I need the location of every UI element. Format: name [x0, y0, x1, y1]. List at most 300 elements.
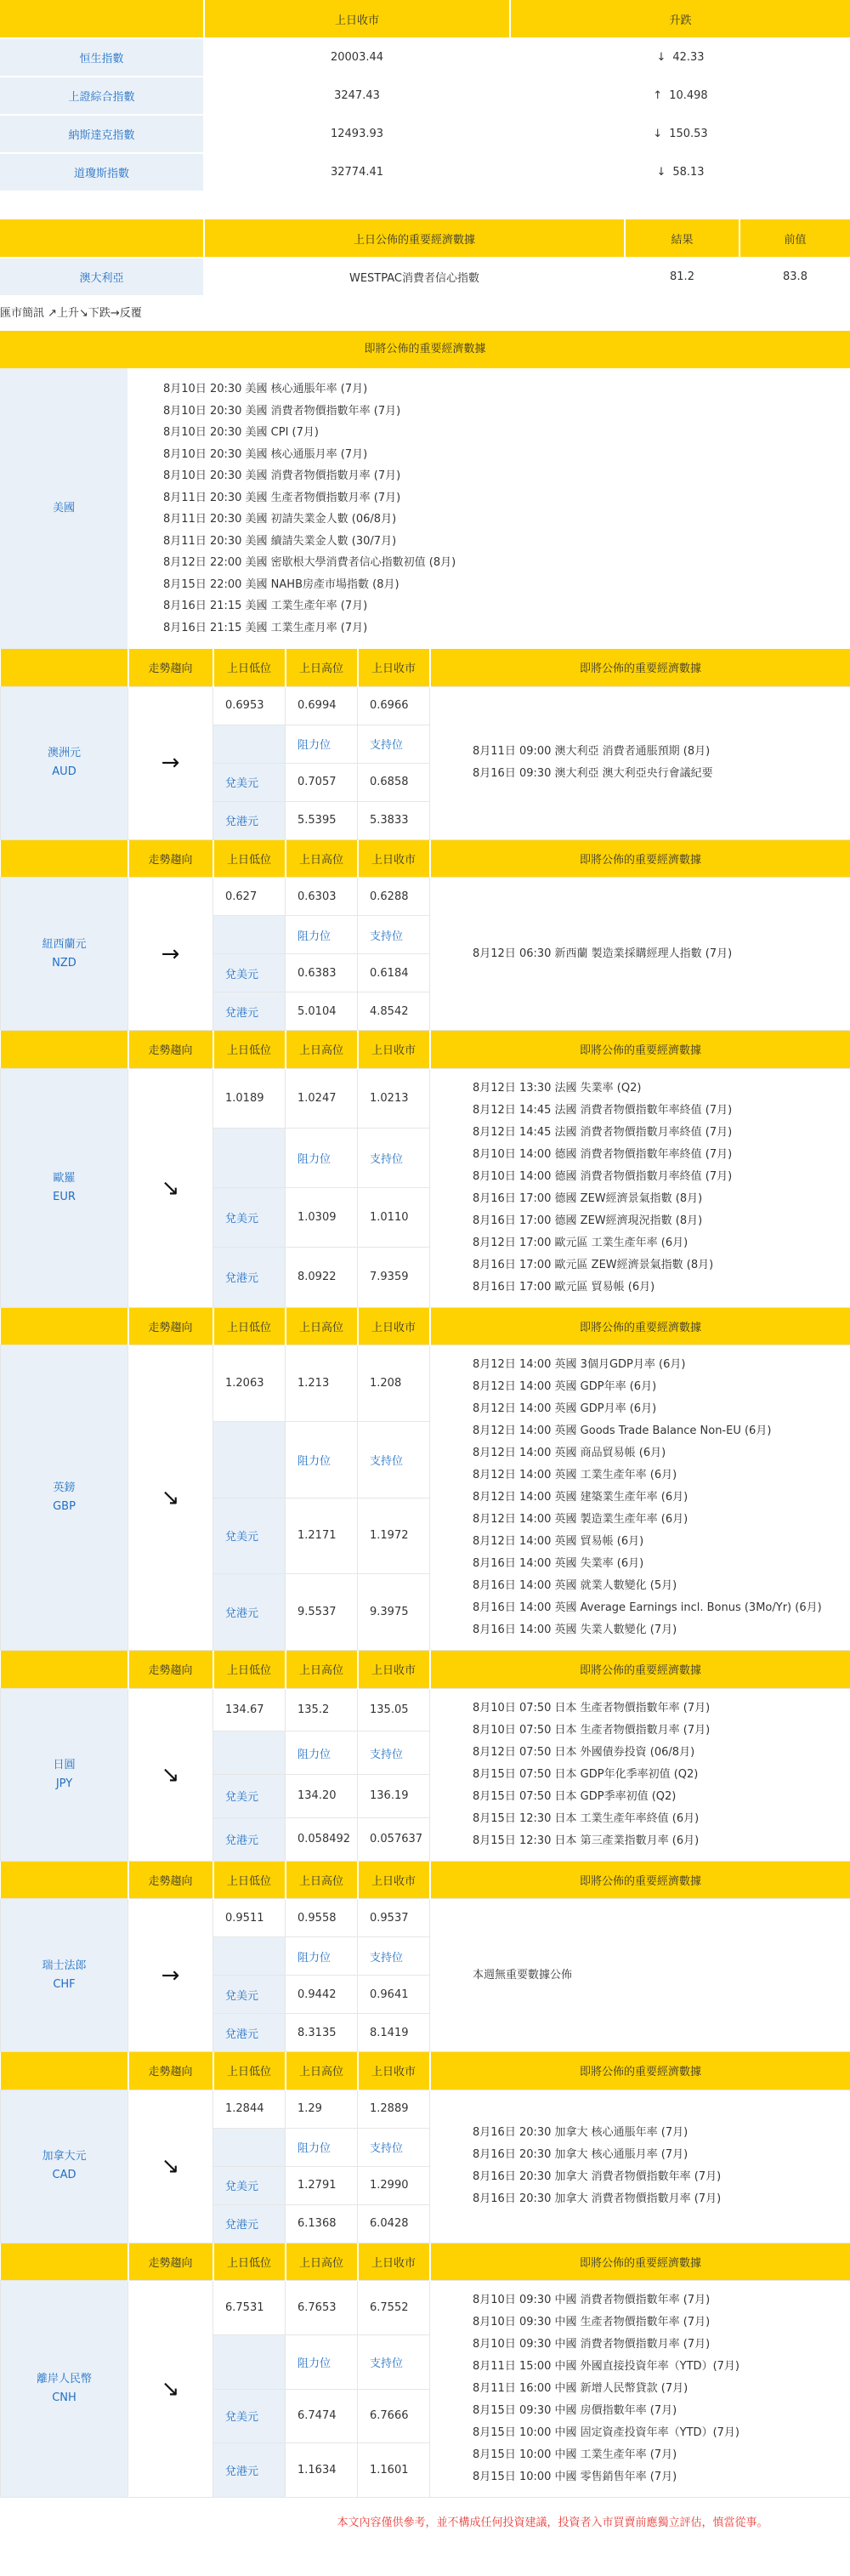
index-change: [510, 115, 850, 153]
event-item: 8月16日 09:30 澳大利亞 澳大利亞央行會議紀要: [473, 767, 713, 780]
event-item: 8月12日 14:00 英國 GDP月率 (6月): [473, 1402, 657, 1415]
usd-resistance: 1.0309: [286, 1188, 358, 1248]
resistance-label: 阻力位: [286, 1937, 358, 1976]
header-trend: 走勢趨向: [128, 1651, 213, 1688]
hkd-resistance: 6.1368: [286, 2204, 358, 2243]
header-trend: 走勢趨向: [128, 649, 213, 686]
header-trend: 走勢趨向: [128, 2052, 213, 2090]
usd-label: 兌美元: [213, 2389, 286, 2443]
support-label: 支持位: [358, 1421, 430, 1498]
trend-arrow-icon: ↘: [128, 1068, 213, 1307]
currency-name[interactable]: [1, 1345, 128, 1651]
support-label: 支持位: [358, 2128, 430, 2166]
header-blank: [1, 1308, 128, 1345]
resistance-label: 阻力位: [286, 2128, 358, 2166]
close-value: 0.6966: [358, 686, 430, 725]
index-change: [510, 38, 850, 77]
event-item: 8月10日 09:30 中國 消費者物價指數月率 (7月): [473, 2338, 711, 2351]
index-change: [510, 153, 850, 191]
event-item: 8月12日 14:00 英國 3個月GDP月率 (6月): [473, 1358, 686, 1371]
currency-header: [1, 1651, 850, 1688]
event-item: 8月15日 22:00 美國 NAHB房產市場指數 (8月): [163, 577, 400, 591]
header-high: 上日高位: [286, 649, 358, 686]
high-value: 6.7653: [286, 2281, 358, 2335]
currency-block-nzd: [0, 840, 850, 1032]
event-item: 8月15日 12:30 日本 工業生產年率終值 (6月): [473, 1811, 700, 1825]
close-value: 6.7552: [358, 2281, 430, 2335]
header-high: 上日高位: [286, 1862, 358, 1899]
header-high: 上日高位: [286, 2052, 358, 2090]
currency-header: [1, 1308, 850, 1345]
currency-code: CNH: [52, 2391, 76, 2404]
upcoming-events: [128, 368, 850, 649]
high-value: 0.9558: [286, 1899, 358, 1937]
hkd-resistance: 8.3135: [286, 2014, 358, 2052]
high-value: 1.213: [286, 1345, 358, 1422]
support-label: 支持位: [358, 1128, 430, 1187]
usd-resistance: 0.7057: [286, 763, 358, 801]
event-item: 8月11日 09:00 澳大利亞 消費者通脹預期 (8月): [473, 745, 711, 758]
usd-label: 兌美元: [213, 954, 286, 992]
header-events: 即將公佈的重要經濟數據: [430, 2243, 850, 2281]
resistance-label: 阻力位: [286, 1732, 358, 1775]
event-item: 8月16日 14:00 英國 失業人數變化 (7月): [473, 1624, 677, 1636]
close-value: 1.0213: [358, 1068, 430, 1128]
event-item: 8月11日 20:30 美國 生產者物價指數月率 (7月): [163, 491, 401, 504]
event-list: [430, 1899, 850, 2052]
event-item: 8月16日 17:00 歐元區 貿易帳 (6月): [473, 1280, 655, 1294]
event-item: 8月10日 20:30 美國 核心通脹月率 (7月): [163, 447, 368, 461]
table-row: [0, 115, 850, 153]
header-blank: [0, 0, 204, 38]
label-blank: [213, 1128, 286, 1187]
event-item: 8月16日 21:15 美國 工業生產年率 (7月): [163, 600, 368, 612]
event-item: 8月12日 14:00 英國 工業生產年率 (6月): [473, 1469, 677, 1481]
event-item: 8月11日 20:30 美國 續請失業金人數 (30/7月): [163, 534, 397, 548]
usd-label: 兌美元: [213, 1498, 286, 1574]
event-item: 8月11日 15:00 中國 外國直接投資年率（YTD）(7月): [473, 2360, 740, 2373]
trend-arrow-icon: ↘: [128, 2281, 213, 2498]
header-close: 上日收市: [358, 840, 430, 878]
trend-arrow-icon: ↘: [128, 1688, 213, 1861]
support-label: 支持位: [358, 2334, 430, 2389]
currency-name-zh: 歐羅: [53, 1171, 76, 1185]
header-events: 即將公佈的重要經濟數據: [430, 1308, 850, 1345]
low-value: 1.2844: [213, 2090, 286, 2128]
arrow-down-icon: [653, 128, 669, 140]
currency-header: [1, 1031, 850, 1068]
event-item: 8月12日 14:00 英國 商品貿易帳 (6月): [473, 1447, 666, 1459]
currency-code: NZD: [52, 956, 76, 970]
currency-name-zh: 加拿大元: [42, 2150, 87, 2163]
index-close: 32774.41: [204, 153, 510, 191]
event-item: 8月16日 17:00 德國 ZEW經濟現況指數 (8月): [473, 1214, 703, 1227]
event-item: 本週無重要數據公佈: [473, 1968, 573, 1982]
hkd-resistance: 5.5395: [286, 801, 358, 839]
usd-resistance: 1.2171: [286, 1498, 358, 1574]
low-value: 0.627: [213, 878, 286, 916]
hkd-support: 4.8542: [358, 992, 430, 1031]
event-item: 8月15日 10:00 中國 零售銷售年率 (7月): [473, 2471, 677, 2483]
currency-block-aud: [0, 649, 850, 840]
header-close: 上日收市: [358, 1308, 430, 1345]
currency-code: GBP: [53, 1500, 76, 1513]
header-events: 即將公佈的重要經濟數據: [430, 2052, 850, 2090]
header-blank: [1, 2243, 128, 2281]
currency-name[interactable]: [1, 686, 128, 839]
header-close: 上日收市: [358, 1031, 430, 1068]
index-name[interactable]: 恒生指數: [0, 38, 204, 77]
header-change: 升跌: [510, 0, 850, 38]
trend-arrow-icon: →: [128, 686, 213, 839]
event-item: 8月15日 07:50 日本 GDP季率初值 (Q2): [473, 1789, 677, 1803]
header-blank: [1, 2052, 128, 2090]
usd-support: 1.1972: [358, 1498, 430, 1574]
event-item: 8月16日 17:00 歐元區 ZEW經濟景氣指數 (8月): [473, 1258, 714, 1271]
header-trend: 走勢趨向: [128, 1031, 213, 1068]
usd-resistance: 0.9442: [286, 1976, 358, 2014]
header-close: 上日收市: [358, 649, 430, 686]
usd-support: 0.9641: [358, 1976, 430, 2014]
label-blank: [213, 2128, 286, 2166]
low-value: 1.2063: [213, 1345, 286, 1422]
high-value: 0.6303: [286, 878, 358, 916]
header-blank: [0, 219, 204, 258]
low-value: 6.7531: [213, 2281, 286, 2335]
header-trend: 走勢趨向: [128, 840, 213, 878]
label-blank: [213, 916, 286, 954]
event-item: 8月16日 20:30 加拿大 消費者物價指數年率 (7月): [473, 2170, 722, 2183]
hkd-label: 兌港元: [213, 801, 286, 839]
hkd-support: 7.9359: [358, 1248, 430, 1307]
currency-name-zh: 紐西蘭元: [42, 937, 87, 951]
currency-block-eur: [0, 1031, 850, 1308]
currency-header: [1, 1862, 850, 1899]
support-label: 支持位: [358, 1732, 430, 1775]
hkd-label: 兌港元: [213, 2014, 286, 2052]
usd-support: 1.2990: [358, 2166, 430, 2204]
event-item: 8月10日 07:50 日本 生產者物價指數月率 (7月): [473, 1723, 711, 1737]
fx-legend: 匯市簡訊 ↗上升↘下跌→反覆: [0, 307, 142, 320]
index-close: 3247.43: [204, 77, 510, 115]
event-item: 8月10日 09:30 中國 生產者物價指數年率 (7月): [473, 2316, 711, 2329]
resistance-label: 阻力位: [286, 2334, 358, 2389]
usd-support: 6.7666: [358, 2389, 430, 2443]
result-cell: 81.2: [625, 258, 740, 296]
usd-support: 0.6858: [358, 763, 430, 801]
header-high: 上日高位: [286, 2243, 358, 2281]
support-label: 支持位: [358, 916, 430, 954]
index-change-value: 58.13: [672, 166, 705, 179]
low-value: 0.9511: [213, 1899, 286, 1937]
usd-resistance: 0.6383: [286, 954, 358, 992]
header-low: 上日低位: [213, 840, 286, 878]
usd-label: 兌美元: [213, 1775, 286, 1818]
currency-block-cad: [0, 2052, 850, 2243]
event-item: 8月12日 17:00 歐元區 工業生產年率 (6月): [473, 1236, 688, 1249]
currency-name[interactable]: [1, 1899, 128, 2052]
support-label: 支持位: [358, 1937, 430, 1976]
currency-name[interactable]: [1, 878, 128, 1031]
header-close: 上日收市: [204, 0, 510, 38]
usd-resistance: 6.7474: [286, 2389, 358, 2443]
header-high: 上日高位: [286, 1651, 358, 1688]
event-item: 8月12日 14:00 英國 製造業生產年率 (6月): [473, 1513, 688, 1526]
event-list: [430, 686, 850, 839]
hkd-support: 9.3975: [358, 1574, 430, 1651]
currency-code: CHF: [53, 1977, 76, 1991]
event-item: 8月16日 20:30 加拿大 消費者物價指數月率 (7月): [473, 2192, 722, 2205]
header-low: 上日低位: [213, 1862, 286, 1899]
event-item: 8月10日 09:30 中國 消費者物價指數年率 (7月): [473, 2294, 711, 2306]
event-item: 8月16日 14:00 英國 就業人數變化 (5月): [473, 1579, 677, 1592]
currency-header: [1, 2243, 850, 2281]
currency-name-zh: 澳洲元: [47, 747, 81, 759]
close-value: 0.6288: [358, 878, 430, 916]
event-item: 8月15日 12:30 日本 第三產業指數月率 (6月): [473, 1834, 700, 1847]
usd-label: 兌美元: [213, 763, 286, 801]
event-item: 8月15日 10:00 中國 固定資產投資年率（YTD）(7月): [473, 2426, 740, 2439]
region-cell: 澳大利亞: [0, 258, 204, 296]
header-low: 上日低位: [213, 649, 286, 686]
header-close: 上日收市: [358, 1651, 430, 1688]
hkd-label: 兌港元: [213, 1574, 286, 1651]
label-blank: [213, 1732, 286, 1775]
prior-cell: 83.8: [740, 258, 850, 296]
close-value: 135.05: [358, 1688, 430, 1732]
event-item: 8月16日 20:30 加拿大 核心通脹月率 (7月): [473, 2148, 688, 2161]
header-prev-data: 上日公佈的重要經濟數據: [204, 219, 625, 258]
header-blank: [1, 1651, 128, 1688]
upcoming-table: [0, 368, 850, 649]
table-row: [0, 38, 850, 77]
usd-label: 兌美元: [213, 1976, 286, 2014]
header-events: 即將公佈的重要經濟數據: [430, 1651, 850, 1688]
currency-name-zh: 瑞士法郎: [42, 1959, 87, 1972]
event-item: 8月10日 20:30 美國 CPI (7月): [163, 426, 319, 439]
header-low: 上日低位: [213, 2052, 286, 2090]
event-item: 8月12日 14:45 法國 消費者物價指數月率終值 (7月): [473, 1125, 733, 1139]
event-item: 8月12日 14:00 英國 貿易帳 (6月): [473, 1535, 644, 1548]
item-cell: WESTPAC消費者信心指數: [204, 258, 625, 296]
event-item: 8月11日 20:30 美國 初請失業金人數 (06/8月): [163, 513, 397, 526]
label-blank: [213, 1421, 286, 1498]
label-blank: [213, 725, 286, 763]
currency-name[interactable]: [1, 1688, 128, 1861]
currency-header: [1, 2052, 850, 2090]
currency-code: JPY: [55, 1777, 73, 1790]
event-item: 8月12日 13:30 法國 失業率 (Q2): [473, 1081, 642, 1095]
arrow-down-icon: [656, 51, 672, 64]
header-trend: 走勢趨向: [128, 1862, 213, 1899]
table-row: [0, 77, 850, 115]
header-close: 上日收市: [358, 1862, 430, 1899]
event-item: 8月10日 20:30 美國 核心通脹年率 (7月): [163, 383, 368, 395]
low-value: 134.67: [213, 1688, 286, 1732]
currency-name[interactable]: [1, 2281, 128, 2498]
high-value: 1.29: [286, 2090, 358, 2128]
usd-resistance: 134.20: [286, 1775, 358, 1818]
index-close: 12493.93: [204, 115, 510, 153]
usd-label: 兌美元: [213, 1188, 286, 1248]
currency-header: [1, 840, 850, 878]
header-events: 即將公佈的重要經濟數據: [430, 1862, 850, 1899]
currency-block-jpy: [0, 1651, 850, 1862]
high-value: 0.6994: [286, 686, 358, 725]
event-item: 8月12日 14:00 英國 Goods Trade Balance Non-EU (6月): [473, 1424, 772, 1437]
event-list: [430, 2281, 850, 2498]
currency-name-zh: 日圓: [53, 1758, 76, 1771]
resistance-label: 阻力位: [286, 916, 358, 954]
trend-arrow-icon: ↘: [128, 2090, 213, 2243]
index-change: [510, 77, 850, 115]
hkd-support: 1.1601: [358, 2443, 430, 2498]
event-item: 8月12日 07:50 日本 外國債券投資 (06/8月): [473, 1745, 695, 1759]
event-item: 8月16日 17:00 德國 ZEW經濟景氣指數 (8月): [473, 1191, 703, 1205]
prev-release-table: [0, 219, 850, 297]
header-high: 上日高位: [286, 840, 358, 878]
event-item: 8月12日 22:00 美國 密歇根大學消費者信心指數初值 (8月): [163, 556, 456, 569]
label-blank: [213, 1937, 286, 1976]
hkd-label: 兌港元: [213, 992, 286, 1031]
currency-name-zh: 英鎊: [53, 1481, 76, 1494]
arrow-up-icon: [653, 89, 669, 102]
header-close: 上日收市: [358, 2052, 430, 2090]
support-label: 支持位: [358, 725, 430, 763]
close-value: 0.9537: [358, 1899, 430, 1937]
table-row: [0, 153, 850, 191]
header-blank: [1, 840, 128, 878]
hkd-label: 兌港元: [213, 1248, 286, 1307]
usd-support: 0.6184: [358, 954, 430, 992]
hkd-label: 兌港元: [213, 2443, 286, 2498]
currency-block-chf: [0, 1862, 850, 2053]
event-item: 8月16日 14:00 英國 Average Earnings incl. Bonus (3Mo/Yr) (6月): [473, 1601, 822, 1614]
currency-blocks: [0, 649, 850, 2498]
high-value: 135.2: [286, 1688, 358, 1732]
hkd-support: 5.3833: [358, 801, 430, 839]
event-item: 8月15日 07:50 日本 GDP年化季率初值 (Q2): [473, 1767, 699, 1781]
usd-support: 1.0110: [358, 1188, 430, 1248]
event-item: 8月15日 10:00 中國 工業生產年率 (7月): [473, 2448, 677, 2461]
trend-arrow-icon: →: [128, 1899, 213, 2052]
hkd-resistance: 1.1634: [286, 2443, 358, 2498]
low-value: 1.0189: [213, 1068, 286, 1128]
header-events: 即將公佈的重要經濟數據: [430, 840, 850, 878]
header-low: 上日低位: [213, 2243, 286, 2281]
event-list: [430, 878, 850, 1031]
index-change-value: 42.33: [672, 51, 705, 64]
event-item: 8月10日 20:30 美國 消費者物價指數年率 (7月): [163, 404, 401, 418]
usd-resistance: 1.2791: [286, 2166, 358, 2204]
currency-block-gbp: [0, 1308, 850, 1652]
index-name[interactable]: 道瓊斯指數: [0, 153, 204, 191]
event-item: 8月12日 14:00 英國 建築業生產年率 (6月): [473, 1491, 688, 1504]
event-item: 8月12日 14:45 法國 消費者物價指數年率終值 (7月): [473, 1103, 733, 1117]
currency-code: EUR: [53, 1190, 76, 1203]
hkd-label: 兌港元: [213, 1817, 286, 1861]
arrow-down-icon: [656, 166, 672, 179]
hkd-resistance: 0.058492: [286, 1817, 358, 1861]
resistance-label: 阻力位: [286, 1128, 358, 1187]
label-blank: [213, 2334, 286, 2389]
header-events: 即將公佈的重要經濟數據: [430, 1031, 850, 1068]
table-row: [0, 258, 850, 296]
trend-arrow-icon: ↘: [128, 1345, 213, 1651]
hkd-support: 8.1419: [358, 2014, 430, 2052]
header-blank: [1, 1031, 128, 1068]
upcoming-title: 即將公佈的重要經濟數據: [0, 331, 850, 368]
resistance-label: 阻力位: [286, 725, 358, 763]
currency-code: CAD: [52, 2169, 76, 2181]
event-item: 8月16日 21:15 美國 工業生產月率 (7月): [163, 621, 368, 634]
header-result: 結果: [625, 219, 740, 258]
usd-support: 136.19: [358, 1775, 430, 1818]
currency-block-cnh: [0, 2243, 850, 2499]
currency-name-zh: 離岸人民幣: [36, 2373, 92, 2386]
high-value: 1.0247: [286, 1068, 358, 1128]
header-trend: 走勢趨向: [128, 1308, 213, 1345]
header-trend: 走勢趨向: [128, 2243, 213, 2281]
currency-name[interactable]: [1, 1068, 128, 1307]
hkd-label: 兌港元: [213, 2204, 286, 2243]
event-item: 8月16日 20:30 加拿大 核心通脹年率 (7月): [473, 2126, 688, 2139]
hkd-support: 6.0428: [358, 2204, 430, 2243]
header-low: 上日低位: [213, 1031, 286, 1068]
header-low: 上日低位: [213, 1308, 286, 1345]
header-blank: [1, 1862, 128, 1899]
header-blank: [1, 649, 128, 686]
disclaimer: 本文內容僅供參考，並不構成任何投資建議，投資者入市買賣前應獨立評估，慎當從事。: [337, 2516, 768, 2529]
index-change-value: 150.53: [669, 128, 708, 140]
event-item: 8月10日 20:30 美國 消費者物價指數月率 (7月): [163, 469, 401, 482]
trend-arrow-icon: →: [128, 878, 213, 1031]
index-table: [0, 0, 850, 192]
header-high: 上日高位: [286, 1308, 358, 1345]
header-prior: 前值: [740, 219, 850, 258]
header-high: 上日高位: [286, 1031, 358, 1068]
hkd-resistance: 9.5537: [286, 1574, 358, 1651]
close-value: 1.2889: [358, 2090, 430, 2128]
header-close: 上日收市: [358, 2243, 430, 2281]
event-item: 8月15日 09:30 中國 房價指數年率 (7月): [473, 2404, 677, 2417]
low-value: 0.6953: [213, 686, 286, 725]
event-list: [430, 1068, 850, 1307]
event-list: [430, 1688, 850, 1861]
currency-code: AUD: [52, 765, 76, 778]
index-name[interactable]: 納斯達克指數: [0, 115, 204, 153]
index-change-value: 10.498: [669, 89, 708, 102]
currency-name[interactable]: [1, 2090, 128, 2243]
event-list: [430, 1345, 850, 1651]
event-item: 8月12日 06:30 新西蘭 製造業採購經理人指數 (7月): [473, 947, 733, 960]
hkd-resistance: 8.0922: [286, 1248, 358, 1307]
event-list: [430, 2090, 850, 2243]
index-name[interactable]: 上證綜合指數: [0, 77, 204, 115]
event-item: 8月10日 14:00 德國 消費者物價指數月率終值 (7月): [473, 1169, 733, 1183]
event-item: 8月10日 14:00 德國 消費者物價指數年率終值 (7月): [473, 1147, 733, 1161]
header-events: 即將公佈的重要經濟數據: [430, 649, 850, 686]
usd-label: 兌美元: [213, 2166, 286, 2204]
event-item: 8月12日 14:00 英國 GDP年率 (6月): [473, 1380, 657, 1393]
header-low: 上日低位: [213, 1651, 286, 1688]
resistance-label: 阻力位: [286, 1421, 358, 1498]
event-item: 8月11日 16:00 中國 新增人民幣貸款 (7月): [473, 2382, 688, 2395]
index-table-header: [0, 0, 850, 38]
currency-header: [1, 649, 850, 686]
hkd-support: 0.057637: [358, 1817, 430, 1861]
event-item: 8月16日 14:00 英國 失業率 (6月): [473, 1557, 644, 1570]
